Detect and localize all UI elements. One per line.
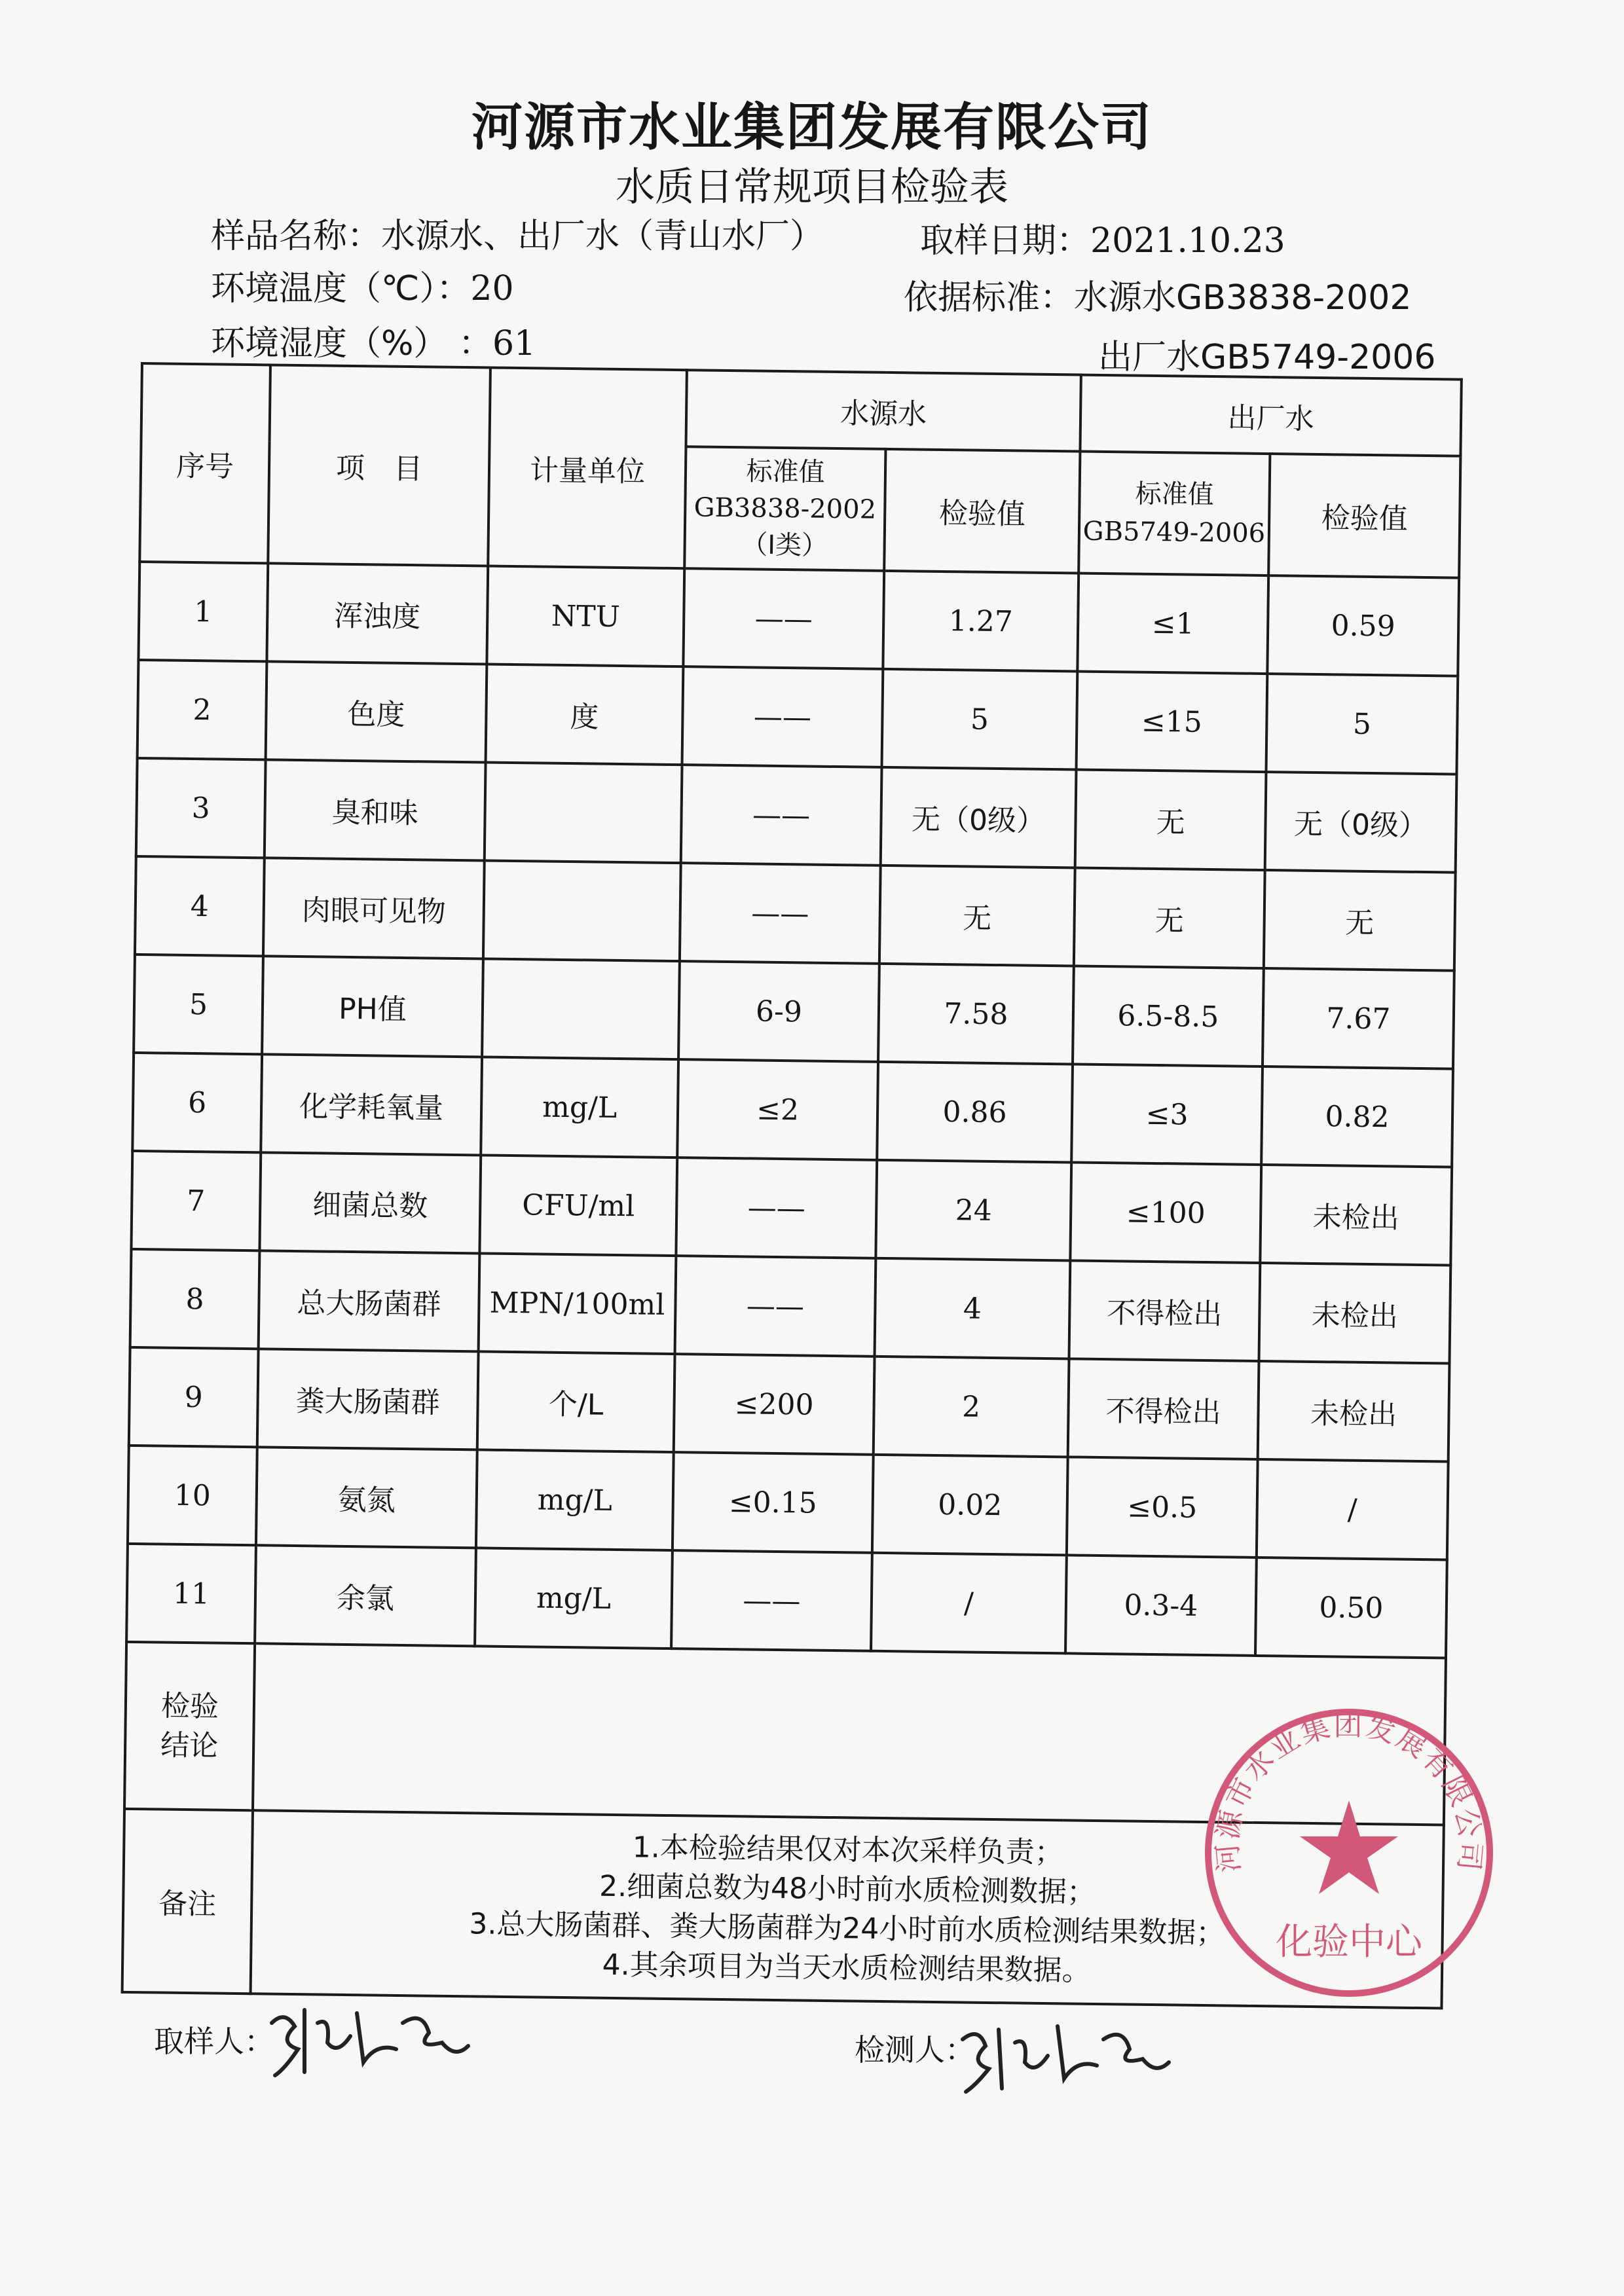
header-unit: 计量单位 xyxy=(488,368,687,569)
row-item: 臭和味 xyxy=(265,759,486,860)
row-source-standard: —— xyxy=(675,1256,876,1357)
table-row xyxy=(135,856,1456,971)
standard-line xyxy=(904,270,1411,319)
row-source-standard: —— xyxy=(681,765,882,866)
row-unit: MPN/100ml xyxy=(479,1253,676,1354)
header-outlet-value: 检验值 xyxy=(1268,454,1460,578)
row-item: 总大肠菌群 xyxy=(259,1250,480,1351)
row-item: 余氯 xyxy=(255,1545,476,1646)
row-outlet-value: / xyxy=(1257,1459,1449,1560)
temperature-label: 环境温度（℃）： xyxy=(211,269,471,308)
row-number: 4 xyxy=(135,856,265,956)
standard-source: 水源水GB3838-2002 xyxy=(1074,278,1412,318)
row-outlet-value: 5 xyxy=(1266,674,1458,774)
row-unit: 个/L xyxy=(477,1351,675,1452)
date-label: 取样日期： xyxy=(920,221,1091,261)
row-source-value: 1.27 xyxy=(883,571,1079,672)
header-source-water: 水源水 xyxy=(686,370,1080,451)
row-item: 细菌总数 xyxy=(259,1152,481,1253)
row-source-standard: ≤2 xyxy=(677,1059,878,1160)
row-outlet-standard: ≤15 xyxy=(1077,672,1268,773)
row-unit: mg/L xyxy=(476,1449,674,1550)
row-unit: 度 xyxy=(486,664,684,765)
temperature-value: 20 xyxy=(470,269,514,308)
seal-star-icon xyxy=(1300,1800,1398,1894)
row-source-value: 2 xyxy=(874,1357,1069,1457)
row-number: 8 xyxy=(130,1249,260,1349)
row-outlet-value: 未检出 xyxy=(1260,1165,1452,1266)
company-title: 河源市水业集团发展有限公司 xyxy=(471,98,1153,157)
row-item: 化学耗氧量 xyxy=(261,1054,482,1155)
row-item: 粪大肠菌群 xyxy=(257,1349,479,1449)
row-source-standard: —— xyxy=(676,1157,877,1258)
table-row xyxy=(129,1347,1450,1462)
table-row xyxy=(138,660,1458,774)
header-source-standard-3: （Ⅰ类） xyxy=(741,530,828,561)
row-source-value: 4 xyxy=(875,1258,1071,1359)
header-outlet-standard-2: GB5749-2006 xyxy=(1082,516,1266,549)
header-outlet-standard xyxy=(1079,452,1270,576)
humidity-label: 环境湿度（%） ： xyxy=(211,324,492,363)
row-source-standard: —— xyxy=(682,666,883,767)
conclusion-label xyxy=(124,1642,255,1810)
header-source-standard-1: 标准值 xyxy=(746,456,825,488)
row-item: 浑浊度 xyxy=(267,563,488,664)
row-outlet-standard: ≤3 xyxy=(1071,1064,1263,1165)
row-outlet-value: 0.50 xyxy=(1255,1558,1447,1658)
table-row xyxy=(132,1053,1453,1167)
table-row xyxy=(126,1544,1447,1658)
table-row xyxy=(131,1151,1452,1266)
row-source-value: 24 xyxy=(876,1160,1071,1261)
header-source-standard-2: GB3838-2002 xyxy=(693,492,877,525)
row-source-standard: —— xyxy=(683,568,884,669)
sample-value: 水源水、出厂水（青山水厂） xyxy=(381,217,824,256)
row-source-standard: 6-9 xyxy=(678,961,879,1062)
temperature-line xyxy=(211,261,514,310)
row-outlet-standard: ≤100 xyxy=(1070,1162,1261,1263)
row-number: 1 xyxy=(138,562,268,661)
sample-date-line xyxy=(920,213,1285,262)
table-row xyxy=(136,758,1457,873)
row-outlet-standard: 不得检出 xyxy=(1068,1358,1259,1459)
row-source-standard: ≤200 xyxy=(674,1354,875,1455)
form-title: 水质日常规项目检验表 xyxy=(616,164,1008,210)
row-source-value: 无（0级） xyxy=(881,767,1077,868)
standard-label: 依据标准： xyxy=(904,278,1075,318)
table-row xyxy=(128,1446,1449,1560)
row-number: 11 xyxy=(126,1544,256,1643)
remarks-label: 备注 xyxy=(122,1809,253,1994)
row-item: PH值 xyxy=(262,956,483,1057)
row-source-standard: —— xyxy=(671,1550,872,1651)
row-unit: NTU xyxy=(487,566,684,667)
row-source-value: 无 xyxy=(879,866,1075,966)
row-source-value: 7.58 xyxy=(878,964,1074,1065)
row-unit: mg/L xyxy=(481,1057,678,1157)
sampler-label: 取样人： xyxy=(154,2024,274,2059)
sample-name-line xyxy=(211,208,824,257)
row-number: 2 xyxy=(138,660,267,759)
row-item: 肉眼可见物 xyxy=(263,858,485,958)
official-seal xyxy=(1198,1702,1500,2003)
row-outlet-value: 未检出 xyxy=(1259,1263,1450,1364)
row-unit xyxy=(485,762,682,863)
row-outlet-value: 0.59 xyxy=(1267,575,1459,676)
conclusion-label-1: 检验 xyxy=(160,1689,219,1724)
header-source-value: 检验值 xyxy=(884,449,1080,574)
remark-4: 4.其余项目为当天水质检测结果数据。 xyxy=(602,1948,1091,1988)
row-outlet-standard: 无 xyxy=(1075,769,1266,870)
row-outlet-standard: 6.5-8.5 xyxy=(1073,966,1264,1066)
row-source-value: 5 xyxy=(882,669,1078,770)
row-outlet-value: 无 xyxy=(1264,870,1456,971)
header-source-standard xyxy=(684,446,885,571)
standard-outlet: 出厂水GB5749-2006 xyxy=(1098,338,1436,377)
table-body xyxy=(126,562,1459,1658)
remark-3: 3.总大肠菌群、粪大肠菌群为24小时前水质检测结果数据； xyxy=(469,1907,1225,1950)
row-number: 6 xyxy=(132,1053,262,1152)
row-source-value: / xyxy=(871,1553,1067,1654)
row-source-value: 0.02 xyxy=(872,1455,1068,1556)
row-item: 氨氮 xyxy=(256,1447,477,1548)
seal-arc-text: 河源市水业集团发展有限公司 xyxy=(1210,1709,1488,1874)
row-item: 色度 xyxy=(266,661,487,762)
row-outlet-value: 7.67 xyxy=(1263,968,1454,1069)
sampler-signature xyxy=(265,1997,481,2082)
row-outlet-standard: ≤0.5 xyxy=(1067,1457,1258,1558)
row-outlet-standard: 不得检出 xyxy=(1069,1260,1261,1361)
sample-label: 样品名称： xyxy=(211,217,382,256)
row-source-standard: —— xyxy=(680,863,881,964)
header-outlet-water: 出厂水 xyxy=(1080,375,1461,456)
row-unit: mg/L xyxy=(475,1548,673,1649)
conclusion-label-2: 结论 xyxy=(160,1728,219,1763)
row-number: 3 xyxy=(136,758,266,858)
row-number: 9 xyxy=(129,1347,259,1447)
row-outlet-value: 无（0级） xyxy=(1265,772,1457,873)
humidity-value: 61 xyxy=(492,324,536,363)
row-unit xyxy=(482,958,680,1059)
row-outlet-value: 未检出 xyxy=(1258,1361,1450,1462)
row-outlet-standard: 无 xyxy=(1074,867,1265,968)
seal-center-text: 化验中心 xyxy=(1276,1921,1422,1963)
remark-1: 1.本检验结果仅对本次采样负责； xyxy=(632,1831,1064,1870)
row-unit xyxy=(483,860,681,961)
row-number: 10 xyxy=(128,1446,257,1545)
table-row xyxy=(138,562,1459,676)
row-outlet-standard: 0.3-4 xyxy=(1065,1555,1257,1656)
table-row xyxy=(130,1249,1451,1364)
header-seq: 序号 xyxy=(139,363,270,563)
tester-signature xyxy=(950,2007,1179,2098)
table-row xyxy=(134,955,1454,1069)
row-number: 7 xyxy=(131,1151,261,1250)
row-outlet-standard: ≤1 xyxy=(1077,574,1268,674)
humidity-line xyxy=(211,316,536,365)
row-outlet-value: 0.82 xyxy=(1261,1066,1453,1167)
date-value: 2021.10.23 xyxy=(1090,221,1285,261)
row-unit: CFU/ml xyxy=(479,1155,677,1256)
header-item: 项 目 xyxy=(268,365,490,566)
row-number: 5 xyxy=(134,955,263,1054)
tester-label: 检测人： xyxy=(855,2032,975,2068)
remark-2: 2.细菌总数为48小时前水质检测数据； xyxy=(599,1869,1096,1909)
row-source-value: 0.86 xyxy=(877,1062,1073,1163)
header-outlet-standard-1: 标准值 xyxy=(1135,479,1214,511)
row-source-standard: ≤0.15 xyxy=(673,1452,874,1553)
